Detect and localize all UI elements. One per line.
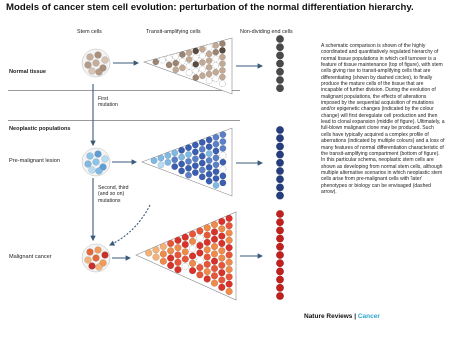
transit-cell	[196, 271, 203, 278]
transit-cell	[199, 153, 205, 159]
stem-cell	[96, 168, 103, 175]
row-label-normal-tissue: Normal tissue	[9, 69, 46, 75]
stem-cell	[87, 54, 94, 61]
transit-cell	[158, 155, 164, 161]
transit-cell	[182, 263, 189, 270]
transit-cell	[218, 255, 225, 262]
transit-cell	[220, 159, 226, 165]
end-cell	[276, 175, 284, 183]
transit-cell	[185, 151, 191, 157]
column-header-stem-cells: Stem cells	[77, 29, 102, 35]
end-cell	[276, 218, 284, 226]
transit-cell	[167, 262, 174, 269]
transit-cell	[175, 237, 182, 244]
end-cell	[276, 251, 284, 259]
transit-cell	[211, 236, 218, 243]
transit-cell	[196, 249, 203, 256]
transit-cell	[219, 81, 225, 87]
transit-cell	[189, 260, 196, 267]
transit-cell	[206, 137, 212, 143]
transit-cell	[182, 256, 189, 263]
transit-cell	[199, 59, 205, 65]
transit-cell	[193, 48, 199, 54]
transit-cell	[186, 63, 192, 69]
transit-cell	[213, 62, 219, 68]
transit-cell	[219, 67, 225, 73]
transit-cell	[218, 269, 225, 276]
transit-cell	[145, 250, 152, 257]
transit-cell	[204, 268, 211, 275]
end-cell	[276, 143, 284, 151]
stem-cell	[89, 167, 96, 174]
end-cell	[276, 43, 284, 51]
transit-cell	[213, 182, 219, 188]
transit-cell	[172, 150, 178, 156]
end-cell	[276, 210, 284, 218]
transit-cell	[185, 158, 191, 164]
transit-cell	[196, 264, 203, 271]
stem-cell	[93, 159, 100, 166]
transit-cell	[173, 53, 179, 59]
transit-cell	[153, 59, 159, 65]
transit-cell	[226, 237, 233, 244]
transit-cell	[213, 175, 219, 181]
row-label-malignant: Malignant cancer	[9, 254, 52, 260]
end-cells-malignant	[276, 210, 284, 300]
end-cell	[276, 284, 284, 292]
transit-cell	[218, 284, 225, 291]
transit-cell	[206, 164, 212, 170]
transit-cell	[185, 172, 191, 178]
stem-cell	[87, 249, 94, 256]
stem-cell	[87, 153, 94, 160]
second-mutation-line2: (and so on)	[98, 191, 125, 198]
transit-cell	[165, 152, 171, 158]
transit-cell	[211, 280, 218, 287]
transit-cell	[192, 169, 198, 175]
figure-title: Models of cancer stem cell evolution: perturbation of the normal differentiation hierarchy.	[6, 2, 414, 13]
end-cell	[276, 227, 284, 235]
transit-cell	[186, 50, 192, 56]
end-cell	[276, 159, 284, 167]
transit-cell	[160, 251, 167, 258]
transit-cell	[206, 64, 212, 70]
transit-cell	[199, 174, 205, 180]
transit-cell	[226, 244, 233, 251]
transit-cell	[167, 240, 174, 247]
stem-cell	[95, 52, 102, 59]
journal-separator: |	[352, 313, 358, 320]
transit-cell	[166, 55, 172, 61]
transit-cell	[206, 157, 212, 163]
transit-cell	[213, 162, 219, 168]
transit-cell	[189, 238, 196, 245]
transit-cell	[218, 277, 225, 284]
transit-cell	[175, 252, 182, 259]
transit-cell	[206, 58, 212, 64]
transit-cell	[199, 160, 205, 166]
transit-cell	[211, 250, 218, 257]
transit-cell	[193, 68, 199, 74]
transit-cell	[220, 152, 226, 158]
transit-cell	[189, 245, 196, 252]
stem-cell	[95, 247, 102, 254]
transit-cell	[211, 258, 218, 265]
transit-cell	[211, 229, 218, 236]
end-cells-normal	[276, 35, 284, 92]
stem-cells-normal	[82, 49, 110, 77]
end-cell	[276, 243, 284, 251]
stem-cell	[96, 264, 103, 271]
stem-cell	[85, 257, 92, 264]
transit-cell	[204, 276, 211, 283]
transit-cell	[218, 225, 225, 232]
transit-cell	[220, 166, 226, 172]
transit-cell	[204, 232, 211, 239]
stem-cell	[93, 255, 100, 262]
transit-cell	[182, 241, 189, 248]
transit-cell	[220, 145, 226, 151]
transit-cell	[199, 139, 205, 145]
end-cell	[276, 134, 284, 142]
transit-cell	[220, 138, 226, 144]
transit-cell	[219, 41, 225, 47]
transit-cell	[226, 281, 233, 288]
transit-cell	[206, 178, 212, 184]
transit-cells-premalignant	[151, 131, 226, 188]
transit-cell	[175, 266, 182, 273]
transit-cell	[226, 266, 233, 273]
transit-cell	[206, 150, 212, 156]
transit-cell	[226, 259, 233, 266]
transit-cell	[213, 155, 219, 161]
transit-cell	[204, 239, 211, 246]
transit-cell	[193, 55, 199, 61]
end-cell	[276, 184, 284, 192]
end-cell	[276, 68, 284, 76]
transit-cell	[206, 44, 212, 50]
transit-cell	[178, 147, 184, 153]
transit-cell	[213, 168, 219, 174]
second-mutation-line1: Second, third	[98, 185, 129, 191]
column-header-transit-amplifying: Transit-amplifying cells	[146, 29, 201, 35]
transit-cell	[211, 265, 218, 272]
transit-cell	[151, 157, 157, 163]
transit-cell	[219, 74, 225, 80]
transit-cell	[220, 131, 226, 137]
transit-cell	[226, 288, 233, 295]
transit-cell	[196, 242, 203, 249]
figure-caption: A schematic comparison is shown of the highly coordinated and quantitatively regulated hierarchy of normal tissue populations in which cell turnover is a feature of tissue maintenance (top of figure), with stem cells giving rise to transit-amplifying cells that are differentiating (shown by dashed circles), to finally produce the mature cells of the tissue that are incapable of further division. During the evolution of malignant populations, the effects of alterations imposed by the sequential acquisition of mutations and/or epigenetic changes (indicated by the colour change) will first deregulate cell production and then lead to clonal expansion (middle of figure). Ultimately, a full-blown malignant clone may be produced. Such cells have typically acquired a complex profile of aberrations (indicated by multiple colours) and a loss of many features of normal differentiation characteristic of the transit-amplifying compartment (bottom of figure). In this particular schema, neoplastic stem cells are shown as developing from normal stem cells, although multiple alternative scenarios in which neoplastic stem cells arise from pre-malignant cells with 'later' phenotypes or biology can be envisaged (dashed arrow).	[321, 43, 445, 195]
end-cell	[276, 167, 284, 175]
transit-cell	[213, 148, 219, 154]
transit-cell	[186, 70, 192, 76]
transit-cell	[199, 66, 205, 72]
transit-cell	[206, 171, 212, 177]
transit-cell	[167, 247, 174, 254]
stem-cells-malignant	[82, 244, 110, 272]
transit-cell	[182, 248, 189, 255]
transit-cell	[192, 162, 198, 168]
transit-cell	[211, 243, 218, 250]
arrow-dashed-alternative	[110, 205, 150, 245]
transit-cell	[192, 142, 198, 148]
stem-cell	[102, 252, 109, 259]
transit-cell	[199, 167, 205, 173]
journal-section: Cancer	[357, 313, 380, 320]
end-cell	[276, 276, 284, 284]
transit-cell	[219, 47, 225, 53]
transit-cell	[175, 259, 182, 266]
transit-cell	[206, 78, 212, 84]
end-cell	[276, 292, 284, 300]
transit-cell	[220, 173, 226, 179]
stem-cell	[95, 151, 102, 158]
transit-cell	[213, 134, 219, 140]
transit-cell	[218, 247, 225, 254]
end-cell	[276, 84, 284, 92]
transit-cell	[206, 51, 212, 57]
transit-cell	[179, 58, 185, 64]
transit-cell	[199, 46, 205, 52]
stem-cell	[102, 57, 109, 64]
first-mutation-line2: mutation	[98, 102, 118, 109]
transit-cell	[220, 180, 226, 186]
transit-cell	[178, 161, 184, 167]
transit-cell	[182, 234, 189, 241]
end-cell	[276, 52, 284, 60]
transit-cell	[173, 67, 179, 73]
transit-cell	[199, 53, 205, 59]
transit-cell	[218, 262, 225, 269]
transit-cell	[211, 272, 218, 279]
transit-cell	[213, 141, 219, 147]
transit-cell	[172, 163, 178, 169]
end-cell	[276, 126, 284, 134]
transit-cell	[196, 257, 203, 264]
end-cell	[276, 76, 284, 84]
stem-cell	[89, 263, 96, 270]
transit-cell	[165, 159, 171, 165]
end-cell	[276, 259, 284, 267]
end-cell	[276, 35, 284, 43]
transit-cell	[204, 254, 211, 261]
transit-cell	[185, 144, 191, 150]
transit-cell	[160, 243, 167, 250]
end-cell	[276, 60, 284, 68]
end-cell	[276, 268, 284, 276]
stem-cell	[85, 161, 92, 168]
column-header-non-dividing: Non-dividing end cells	[240, 29, 293, 35]
stem-cells-premalignant	[82, 148, 110, 176]
transit-cell	[192, 149, 198, 155]
transit-cell	[219, 61, 225, 67]
stem-cell	[85, 62, 92, 69]
stem-cell	[93, 60, 100, 67]
stem-cell	[102, 156, 109, 163]
transit-cell	[213, 69, 219, 75]
transit-cell	[189, 231, 196, 238]
transit-cell	[199, 146, 205, 152]
end-cell	[276, 151, 284, 159]
end-cells-premalignant	[276, 126, 284, 199]
transit-cell	[226, 273, 233, 280]
transit-cell	[226, 222, 233, 229]
second-mutation-line3: mutations	[98, 197, 121, 204]
transit-cell	[159, 57, 165, 63]
transit-cell	[173, 60, 179, 66]
transit-cell	[189, 267, 196, 274]
first-mutation-line1: First	[98, 96, 109, 102]
transit-cell	[186, 56, 192, 62]
end-cell	[276, 192, 284, 200]
transit-cell	[196, 228, 203, 235]
transit-cell	[206, 144, 212, 150]
transit-cell	[185, 165, 191, 171]
transit-cell	[213, 49, 219, 55]
transit-cell	[218, 218, 225, 225]
transit-cell	[192, 156, 198, 162]
transit-cell	[178, 154, 184, 160]
end-cell	[276, 235, 284, 243]
transit-cell	[226, 215, 233, 222]
stem-cell	[89, 68, 96, 75]
transit-cell	[153, 246, 160, 253]
transit-cell	[193, 61, 199, 67]
journal-footer	[304, 313, 380, 320]
transit-cell	[189, 253, 196, 260]
transit-cell	[179, 65, 185, 71]
transit-cell	[196, 235, 203, 242]
transit-cell	[153, 254, 160, 261]
transit-cell	[218, 233, 225, 240]
row-label-neoplastic: Neoplastic populations	[9, 126, 71, 132]
transit-cell	[166, 62, 172, 68]
transit-cell	[172, 157, 178, 163]
transit-cell	[179, 52, 185, 58]
transit-cell	[158, 162, 164, 168]
transit-cell	[219, 54, 225, 60]
transit-cell	[213, 76, 219, 82]
transit-cell	[193, 75, 199, 81]
transit-cell	[206, 71, 212, 77]
journal-brand: Nature Reviews	[304, 313, 353, 320]
transit-cell	[226, 252, 233, 259]
transit-cell	[178, 168, 184, 174]
transit-cell	[211, 221, 218, 228]
transit-cell	[204, 261, 211, 268]
transit-cell	[218, 240, 225, 247]
transit-cell	[204, 246, 211, 253]
transit-cell	[213, 42, 219, 48]
transit-cell	[213, 56, 219, 62]
transit-cell	[160, 258, 167, 265]
transit-cell	[226, 230, 233, 237]
transit-cell	[175, 244, 182, 251]
transit-cell	[204, 224, 211, 231]
row-label-pre-malignant: Pre-malignant lesion	[9, 158, 60, 164]
stem-cell	[96, 69, 103, 76]
transit-cell	[167, 255, 174, 262]
transit-cell	[199, 73, 205, 79]
